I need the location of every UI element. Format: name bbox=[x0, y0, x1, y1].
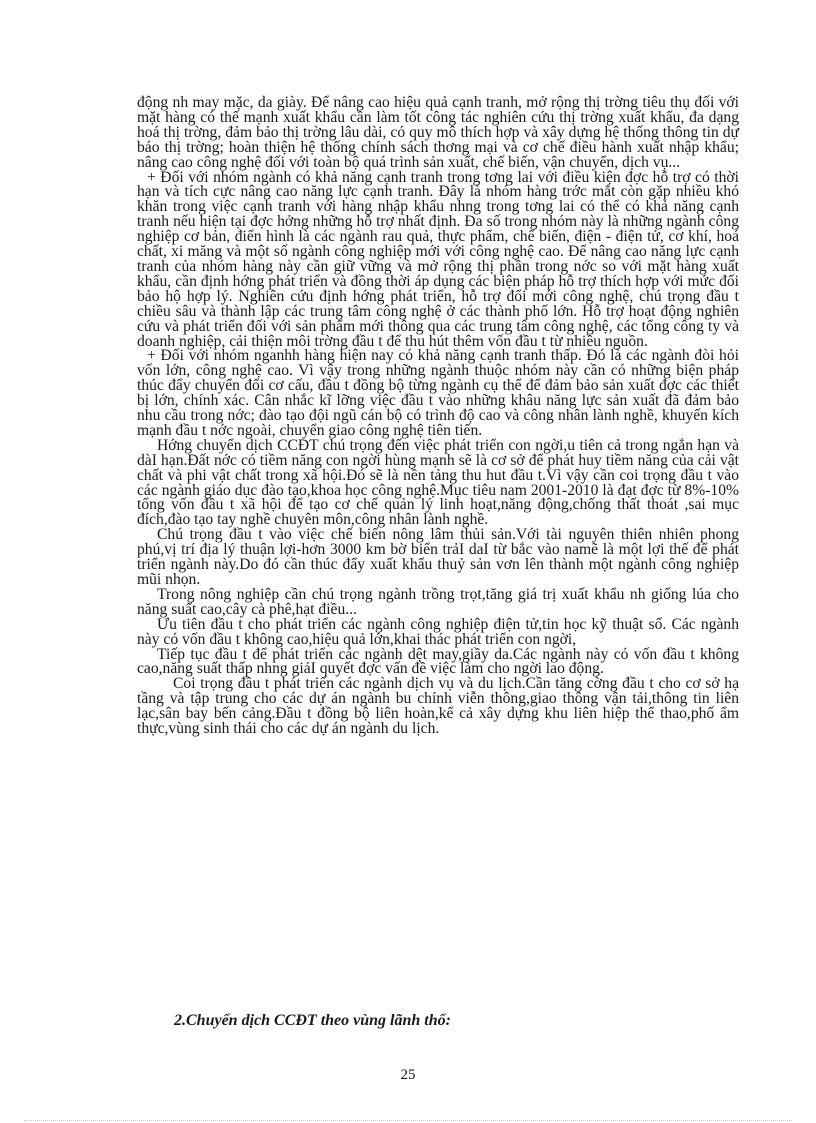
paragraph-8: Tiếp tục đầu t để phát triển các ngành dệt may,giầy da.Các ngành này có vốn đầu t không cao,năng suất thấp nhng giảI quyết đợc vấn đề việc làm cho ngời lao động. bbox=[137, 645, 739, 678]
paragraph-4: Hớng chuyển dịch CCĐT chú trọng đến việc phát triển con ngời,u tiên cả trong ngắn hạn và dàI hạn.Đất nớc có tiềm năng con ngời hùng mạnh sẽ là cơ sở để phát huy tiềm năng của cải vật chất và phi vật chất trong xã hội.Đó sẽ là nền tảng thu hut đầu t.Vì vậy cần coi trọng đầu t vào các ngành giáo dục đào tạo,khoa học công nghệ.Mục tiêu nam 2001-2010 là đạt đợc từ 8%-10% tổng vốn đầu t xã hội để tạo cơ chế quản lý linh hoạt,năng động,chống thất thoát ,sai mục đích,đào tạo tay nghề chuyên môn,công nhân lành nghề. bbox=[137, 436, 739, 529]
page-bottom-divider bbox=[24, 1120, 792, 1121]
paragraph-1: động nh may mặc, da giày. Để nâng cao hiệu quả cạnh tranh, mở rộng thị trờng tiêu thụ đối với mặt hàng có thế mạnh xuất khẩu cần làm tốt công tác nghiên cứu thị trờng xuất khẩu, đa dạng hoá thị trờng, đảm bảo thị trờng lâu dài, có quy mô thích hợp và xây dựng hệ thống thông tin dự báo thị trờng; hoàn thiện hệ thống chính sách thơng mại và cơ chế điều hành xuất nhập khẩu; nâng cao công nghệ đối với toàn bộ quá trình sản xuất, chế biến, vận chuyển, dịch vụ... bbox=[137, 94, 739, 171]
paragraph-3: + Đối với nhóm nganhh hàng hiện nay có khả năng cạnh tranh thấp. Đó là các ngành đòi hỏi vốn lớn, công nghệ cao. Vì vậy trong những ngành thuộc nhóm này cần có những biện pháp thúc đẩy chuyển đổi cơ cấu, đầu t đồng bộ từng ngành cụ thể để đảm bảo sản xuất đợc các thiết bị lớn, chính xác. Cân nhắc kĩ lỡng việc đầu t vào những khâu năng lực sản xuất đã đảm bảo nhu cầu trong nớc; đào tạo đội ngũ cán bộ có trình độ cao và công nhân lành nghề, khuyến kích mạnh đầu t nớc ngoài, chuyển giao công nghệ tiên tiến. bbox=[137, 347, 739, 439]
paragraph-5: Chú trọng đầu t vào việc chế biến nông lâm thủi sản.Với tài nguyên thiên nhiên phong phú,vị trí địa lý thuận lợi-hơn 3000 km bờ biển trảI daI từ bắc vào namẽ là một lợi thế để phát triển ngành này.Do đó cần thúc đẩy xuất khẩu thuỷ sản vơn lên thành một ngành công nghiệp mũi nhọn. bbox=[137, 526, 739, 588]
paragraph-2: + Đối với nhóm ngành có khả năng cạnh tranh trong tơng lai với điều kiện đợc hỗ trợ có thời hạn và tích cực nâng cao năng lực cạnh tranh. Đây là nhóm hàng trớc mắt còn gặp nhiều khó khăn trong việc cạnh tranh với hàng nhập khẩu nhng trong tơng lai có thể có khả năng cạnh tranh nếu hiện tại đợc hởng những hỗ trợ nhất định. Đa số trong nhóm này là những ngành công nghiệp cơ bản, điển hình là các ngành rau quả, thực phẩm, chế biến, điện - điện tử, cơ khí, hoá chất, xi măng và một số ngành công nghiệp mới với công nghệ cao. Để nâng cao năng lực cạnh tranh của nhóm hàng này cần giữ vững và mở rộng thị phần trong nớc so với mặt hàng xuất khẩu, cần định hớng phát triển và đồng thời áp dụng các biện pháp hỗ trợ thích hợp với mức đối bảo hộ hợp lý. Nghiên cứu định hớng phát triển, hỗ trợ đổi mới công nghệ, chú trọng đầu t chiều sâu và thành lập các trung tâm công nghệ ở các thành phố lớn. Hỗ trợ hoạt động nghiên cứu và phát triển đối với sản phẩm mới thông qua các trung tâm công nghệ, các tổng công ty và doanh nghiệp, cải thiện môi trờng đầu t để thu hút thêm vốn đầu t từ nhiều nguồn. bbox=[137, 168, 739, 350]
paragraph-9: Coi trọng đầu t phát triển các ngành dịch vụ và du lịch.Cần tăng cờng đầu t cho cơ sở hạ tầng và tập trung cho các dự án ngành bu chính viễn thông,giao thông vận tải,thông tin liên lạc,sân bay bến cảng.Đầu t đồng bộ liên hoàn,kể cả xây dựng khu liên hiệp thể thao,phố ẩm thực,vùng sinh thái cho các dự án ngành du lịch. bbox=[137, 675, 739, 738]
section-heading: 2.Chuyển dịch CCĐT theo vùng lãnh thổ: bbox=[174, 1012, 451, 1029]
paragraph-6: Trong nông nghiệp cần chú trọng ngành trồng trọt,tăng giá trị xuất khẩu nh giống lúa cho năng suất cao,cây cà phê,hạt điều... bbox=[137, 585, 739, 618]
paragraph-7: Ưu tiên đầu t cho phát triển các ngành công nghiệp điện tử,tin học kỹ thuật số. Các ngành này có vốn đầu t không cao,hiệu quả lớn,khai thác phát triển con ngời, bbox=[137, 615, 739, 648]
page-number: 25 bbox=[400, 1067, 416, 1083]
body-text bbox=[137, 96, 739, 737]
